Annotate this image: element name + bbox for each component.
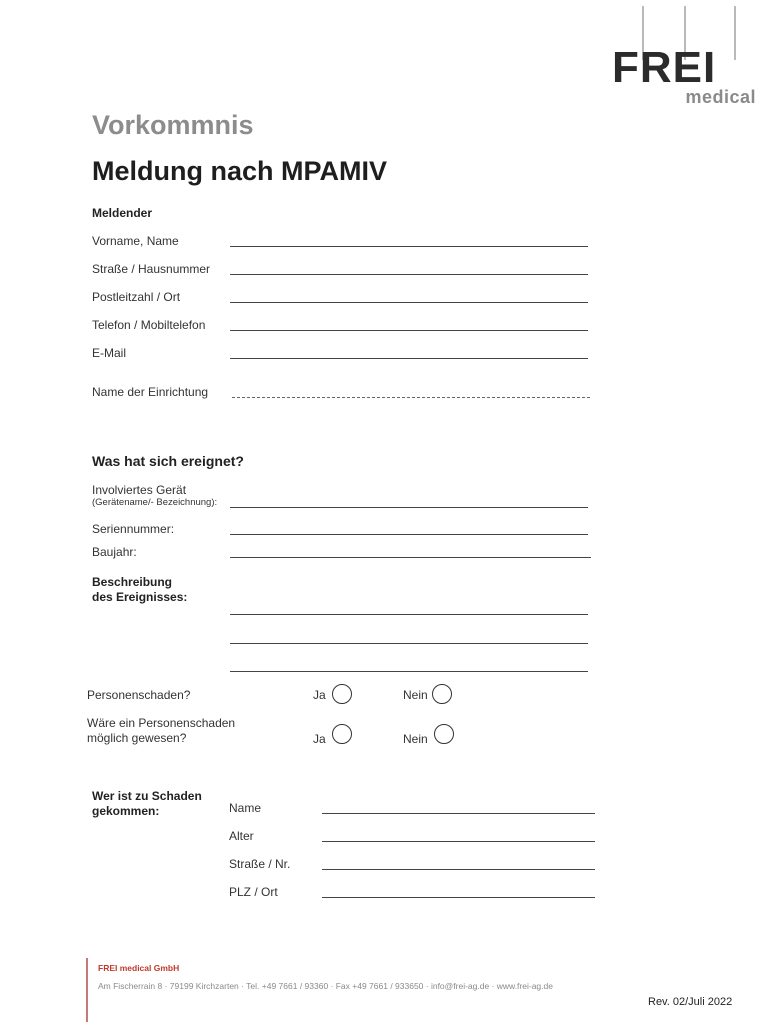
victim-label-age: Alter xyxy=(229,829,254,843)
description-label-line1: Beschreibung xyxy=(92,575,173,589)
field-input-year[interactable] xyxy=(230,557,591,558)
field-input-name[interactable] xyxy=(230,246,588,247)
revision-label: Rev. 02/Juli 2022 xyxy=(648,996,733,1008)
question-possible-no-radio[interactable] xyxy=(434,724,454,744)
victim-input-age[interactable] xyxy=(322,841,595,842)
description-label xyxy=(92,575,187,605)
victim-heading xyxy=(92,789,202,819)
field-input-phone[interactable] xyxy=(230,330,588,331)
field-label-postal: Postleitzahl / Ort xyxy=(92,290,181,304)
description-label-line2: des Ereignisses: xyxy=(92,590,188,604)
victim-input-street[interactable] xyxy=(322,869,595,870)
question-injury-no-label: Nein xyxy=(403,688,428,702)
field-input-street[interactable] xyxy=(230,274,588,275)
company-logo xyxy=(612,6,758,106)
question-possible-label-line1: Wäre ein Personenschaden xyxy=(87,716,236,730)
footer-company: FREI medical GmbH xyxy=(98,963,180,973)
question-possible-yes-radio[interactable] xyxy=(332,724,352,744)
question-possible-label xyxy=(87,716,235,746)
event-heading: Was hat sich ereignet? xyxy=(92,453,244,469)
victim-input-city[interactable] xyxy=(322,897,595,898)
question-possible-no-label: Nein xyxy=(403,732,428,746)
field-sublabel-device: (Gerätename/- Bezeichnung): xyxy=(92,497,218,508)
field-label-device: Involviertes Gerät xyxy=(92,483,187,497)
question-injury-yes-label: Ja xyxy=(313,688,326,702)
field-input-device[interactable] xyxy=(230,507,588,508)
question-possible-yes-label: Ja xyxy=(313,732,326,746)
field-label-street: Straße / Hausnummer xyxy=(92,262,211,276)
victim-input-name[interactable] xyxy=(322,813,595,814)
footer-address: Am Fischerrain 8 · 79199 Kirchzarten · Tel. +49 7661 / 93360 · Fax +49 7661 / 933650 · info@frei-ag.de · www.frei-ag.de xyxy=(98,981,553,991)
question-possible-label-line2: möglich gewesen? xyxy=(87,731,187,745)
victim-label-name: Name xyxy=(229,801,262,815)
field-input-institution[interactable] xyxy=(232,397,590,398)
field-label-email: E-Mail xyxy=(92,346,127,360)
document-subtitle: Meldung nach MPAMIV xyxy=(92,156,387,186)
logo-word: FREI xyxy=(612,43,717,92)
victim-heading-line1: Wer ist zu Schaden xyxy=(92,789,202,803)
field-label-year: Baujahr: xyxy=(92,545,137,559)
logo-bar xyxy=(734,6,736,60)
victim-label-street: Straße / Nr. xyxy=(229,857,291,871)
footer-divider xyxy=(86,958,88,1022)
question-injury-label: Personenschaden? xyxy=(87,688,191,702)
field-input-serial[interactable] xyxy=(230,534,588,535)
victim-label-city: PLZ / Ort xyxy=(229,885,278,899)
logo-subword: medical xyxy=(685,87,756,107)
question-injury-yes-radio[interactable] xyxy=(332,684,352,704)
victim-heading-line2: gekommen: xyxy=(92,804,160,818)
document-title: Vorkommnis xyxy=(92,110,254,140)
question-injury-no-radio[interactable] xyxy=(432,684,452,704)
description-line-2[interactable] xyxy=(230,643,588,644)
field-input-email[interactable] xyxy=(230,358,588,359)
field-input-postal[interactable] xyxy=(230,302,588,303)
description-line-1[interactable] xyxy=(230,614,588,615)
field-label-institution: Name der Einrichtung xyxy=(92,385,209,399)
field-label-phone: Telefon / Mobiltelefon xyxy=(92,318,206,332)
field-label-serial: Seriennummer: xyxy=(92,522,175,536)
field-label-name: Vorname, Name xyxy=(92,234,179,248)
reporter-heading: Meldender xyxy=(92,206,153,220)
description-line-3[interactable] xyxy=(230,671,588,672)
